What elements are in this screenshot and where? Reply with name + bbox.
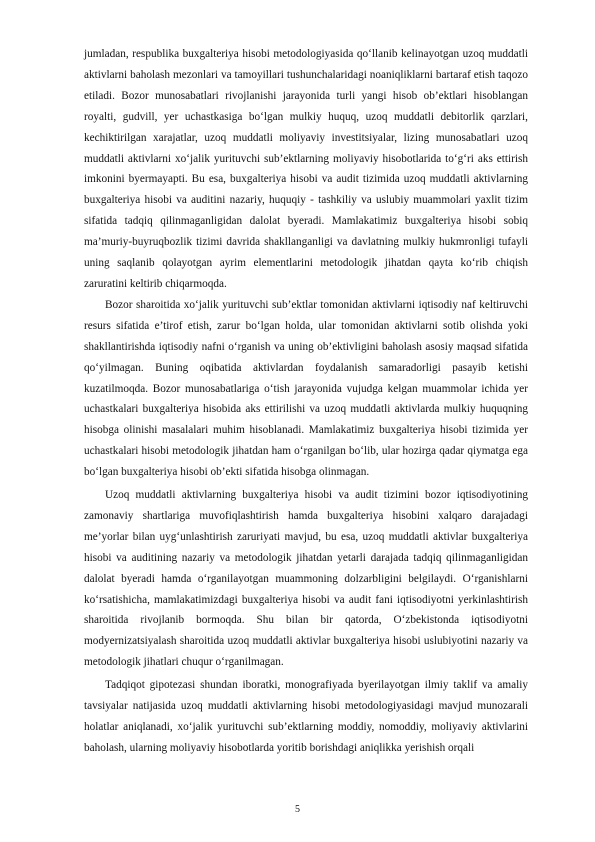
paragraph-2: Bozor sharoitida xo‘jalik yurituvchi sub’ektlar tomonidan aktivlarni iqtisodiy naf keltiruvchi resurs sifatida e’tirof etish, zarur bo‘lgan holda, ular tomonidan aktivlarni sotib olishda yoki shakllantirishda iqtisodiy nafni o‘rganish va uning ob’ektivligini baholash asosiy maqsad sifatida qo‘yilmagan. Buning oqibatida aktivlardan foydalanish samaradorligi pasayib ketishi kuzatilmoqda. Bozor munosabatlariga o‘tish jarayonida vujudga kelgan muammolar ichida yer uchastkalari buxgalteriya hisobida aks ettirilishi va uzoq muddatli aktivlarda mulkiy huquqning hisobga olinishi masalalari muhim hisoblanadi. Mamlakatimiz buxgalteriya hisobi tizimida yer uchastkalari hisobi metodologik jihatdan ham o‘rganilgan bo‘lib, ular hozirga qadar qiymatga ega bo‘lgan buxgalteriya hisobi ob’ekti sifatida hisobga olinmagan. [84,298,528,479]
paragraph-3: Uzoq muddatli aktivlarning buxgalteriya hisobi va audit tizimini bozor iqtisodiyotining zamonaviy shartlariga muvofiqlashtirish hamda buxgalteriya hisobini xalqaro darajadagi me’yorlar bilan uyg‘unlashtirish zaruriyati mavjud, bu esa, uzoq muddatli aktivlar buxgalteriya hisobi va auditining nazariy va metodologik jihatdan yetarli darajada tadqiq qilinmaganligidan dalolat byeradi hamda o‘rganilayotgan muammoning dolzarbligini belgilaydi. O‘rganishlarni ko‘rsatishicha, mamlakatimizdagi buxgalteriya hisobi va audit fani iqtisodiyotni yerkinlashtirish sharoitida rivojlanib bormoqda. Shu bilan bir qatorda, O‘zbekistonda iqtisodiyotni modyernizatsiyalash sharoitida uzoq muddatli aktivlar buxgalteriya hisobi uslubiyotini nazariy va metodologik jihatlari chuqur o‘rganilmagan. [84,489,528,669]
paragraph-1: jumladan, respublika buxgalteriya hisobi metodologiyasida qo‘llanib kelinayotgan uzoq muddatli aktivlarni baholash mezonlari va tamoyillari tushunchalaridagi noaniqliklarni bartaraf etish taqozo etiladi. Bozor munosabatlari rivojlanishi jarayonida turli yangi hisob ob’ektlari hisoblangan royalti, gudvill, yer uchastkasiga bo‘lgan mulkiy huquq, uzoq muddatli debitorlik qarzlari, kechiktirilgan xarajatlar, uzoq muddatli moliyaviy investitsiyalar, lizing munosabatlari uzoq muddatli aktivlarni xo‘jalik yurituvchi sub’ektlarning moliyaviy hisobotlarida to‘g‘ri aks ettirish imkonini byermayapti. Bu esa, buxgalteriya hisobi va audit tizimida uzoq muddatli aktivlarning buxgalteriya hisobi va auditini nazariy, huquqiy - tashkiliy va uslubiy muammolari yaxlit tizim sifatida tadqiq qilinmaganligidan dalolat byeradi. Mamlakatimiz buxgalteriya hisobi sobiq ma’muriy-buyruqbozlik tizimi davrida shakllanganligi va davlatning mulkiy hukmronligi tufayli uning saqlanib qolayotgan ayrim elementlarini metodologik jihatdan qayta ko‘rib chiqish zaruratini keltirib chiqarmoqda. [84,48,528,290]
page-number: 5 [295,804,300,815]
paragraph-4: Tadqiqot gipotezasi shundan iboratki, monografiyada byerilayotgan ilmiy taklif va amaliy tavsiyalar natijasida uzoq muddatli aktivlarning hisobi metodologiyasidagi mavjud munozarali holatlar aniqlanadi, xo‘jalik yurituvchi sub’ektlarning moddiy, nomoddiy, moliyaviy aktivlarini baholash, ularning moliyaviy hisobotlarda yoritib borishdagi aniqlikka yerishish orqali [84,679,528,754]
document-body [84,44,528,759]
